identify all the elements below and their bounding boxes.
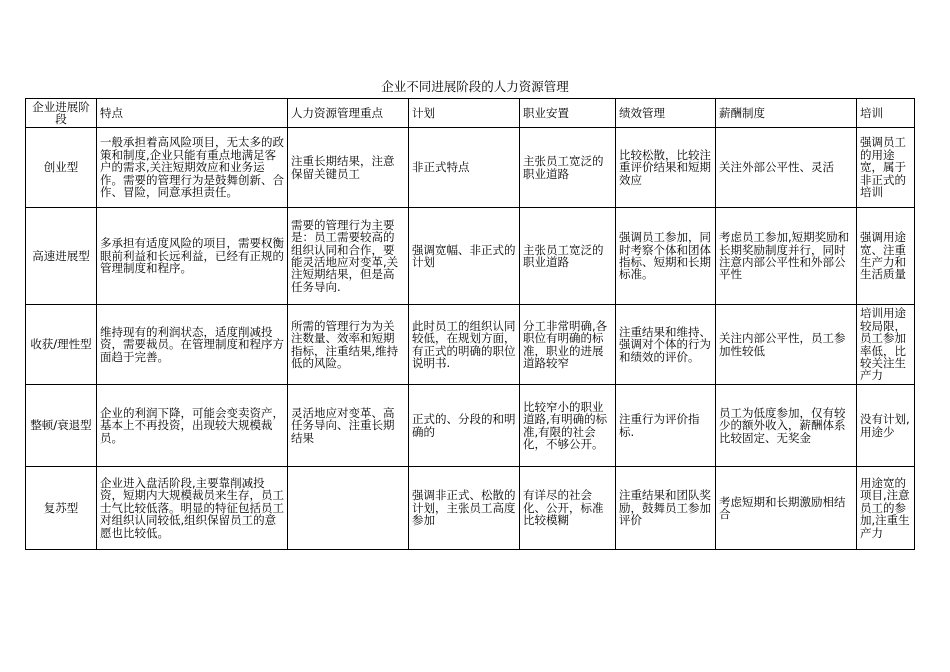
- cell-career: 分工非常明确,各职位有明确的标准，职业的进展道路较窄: [520, 305, 616, 385]
- table-row: [26, 208, 915, 305]
- cell-performance: 强调员工参加，同时考察个体和团体指标、短期和长期标准。: [616, 208, 716, 305]
- cell-performance: 注重结果和维持、强调对个体的行为和绩效的评价。: [616, 305, 716, 385]
- page-title: 企业不同进展阶段的人力资源管理: [381, 79, 569, 94]
- header-training: 培训: [857, 99, 915, 128]
- header-performance: 绩效管理: [616, 99, 716, 128]
- header-feature: 特点: [97, 99, 288, 128]
- cell-feature: 企业的利润下降，可能会变卖资产，基本上不再投资，出现较大规模裁员。: [97, 385, 288, 467]
- cell-pay: 员工为低度参加，仅有较少的额外收入，薪酬体系比较固定、无奖金: [716, 385, 857, 467]
- cell-hr-focus: 注重长期结果，注意保留关键员工: [288, 128, 409, 208]
- cell-hr-focus: 灵活地应对变革、高任务导向、注重长期结果: [288, 385, 409, 467]
- cell-training: 强调用途宽、注重生产力和生活质量: [857, 208, 915, 305]
- header-career: 职业安置: [520, 99, 616, 128]
- cell-plan: 正式的、分段的和明确的: [409, 385, 520, 467]
- header-row: [26, 99, 915, 128]
- cell-hr-focus: 需要的管理行为主要是：员工需要较高的组织认同和合作，要能灵活地应对变革,关注短期结果，但是高任务导向.: [288, 208, 409, 305]
- cell-pay: 关注外部公平性、灵活: [716, 128, 857, 208]
- cell-stage: 收获/理性型: [26, 305, 97, 385]
- cell-training: 用途宽的项目,注意员工的参加,注重生产力: [857, 467, 915, 550]
- hr-stage-table: [25, 98, 915, 550]
- table-row: [26, 128, 915, 208]
- cell-plan: 强调宽幅、非正式的计划: [409, 208, 520, 305]
- cell-stage: 整顿/衰退型: [26, 385, 97, 467]
- header-hr-focus: 人力资源管理重点: [288, 99, 409, 128]
- cell-pay: 考虑短期和长期激励相结合: [716, 467, 857, 550]
- cell-feature: 企业进入盘活阶段,主要靠削减投资，短期内大规模裁员来生存，员工士气比较低落。明显的特征包括员工对组织认同较低,组织保留员工的意愿也比较低。: [97, 467, 288, 550]
- cell-hr-focus: [288, 467, 409, 550]
- cell-plan: 此时员工的组织认同较低，在规划方面，有正式的明确的职位说明书.: [409, 305, 520, 385]
- cell-stage: 高速进展型: [26, 208, 97, 305]
- cell-career: 主张员工宽泛的职业道路: [520, 208, 616, 305]
- cell-plan: 强调非正式、松散的计划，主张员工高度参加: [409, 467, 520, 550]
- cell-feature: 一般承担着高风险项目，无太多的政策和制度,企业只能有重点地满足客户的需求,关注短期效应和业务运作。需要的管理行为是鼓舞创新、合作、冒险，同意承担责任。: [97, 128, 288, 208]
- header-plan: 计划: [409, 99, 520, 128]
- cell-stage: 复苏型: [26, 467, 97, 550]
- cell-career: 主张员工宽泛的职业道路: [520, 128, 616, 208]
- cell-hr-focus: 所需的管理行为为关注数量、效率和短期指标，注重结果,维持低的风险。: [288, 305, 409, 385]
- cell-pay: 考虑员工参加,短期奖励和长期奖励制度并行，同时注意内部公平性和外部公平性: [716, 208, 857, 305]
- cell-feature: 维持现有的利润状态，适度削减投资，需要裁员。在管理制度和程序方面趋于完善。: [97, 305, 288, 385]
- cell-career: 有详尽的社会化、公开，标准比较模糊: [520, 467, 616, 550]
- table-row: [26, 385, 915, 467]
- cell-pay: 关注内部公平性，员工参加性较低: [716, 305, 857, 385]
- table-row: [26, 467, 915, 550]
- cell-stage: 创业型: [26, 128, 97, 208]
- header-stage: 企业进展阶段: [26, 99, 97, 128]
- cell-training: 强调员工的用途宽，属于非正式的培训: [857, 128, 915, 208]
- header-pay: 薪酬制度: [716, 99, 857, 128]
- table-row: [26, 305, 915, 385]
- cell-performance: 注重结果和团队奖励，鼓舞员工参加评价: [616, 467, 716, 550]
- cell-performance: 注重行为评价指标.: [616, 385, 716, 467]
- cell-plan: 非正式特点: [409, 128, 520, 208]
- cell-training: 培训用途较局限，员工参加率低，比较关注生产力: [857, 305, 915, 385]
- cell-feature: 多承担有适度风险的项目，需要权衡眼前利益和长远利益，已经有正规的管理制度和程序。: [97, 208, 288, 305]
- cell-performance: 比较松散，比较注重评价结果和短期效应: [616, 128, 716, 208]
- cell-career: 比较窄小的职业道路,有明确的标准,有限的社会化，不够公开。: [520, 385, 616, 467]
- cell-training: 没有计划,用途少: [857, 385, 915, 467]
